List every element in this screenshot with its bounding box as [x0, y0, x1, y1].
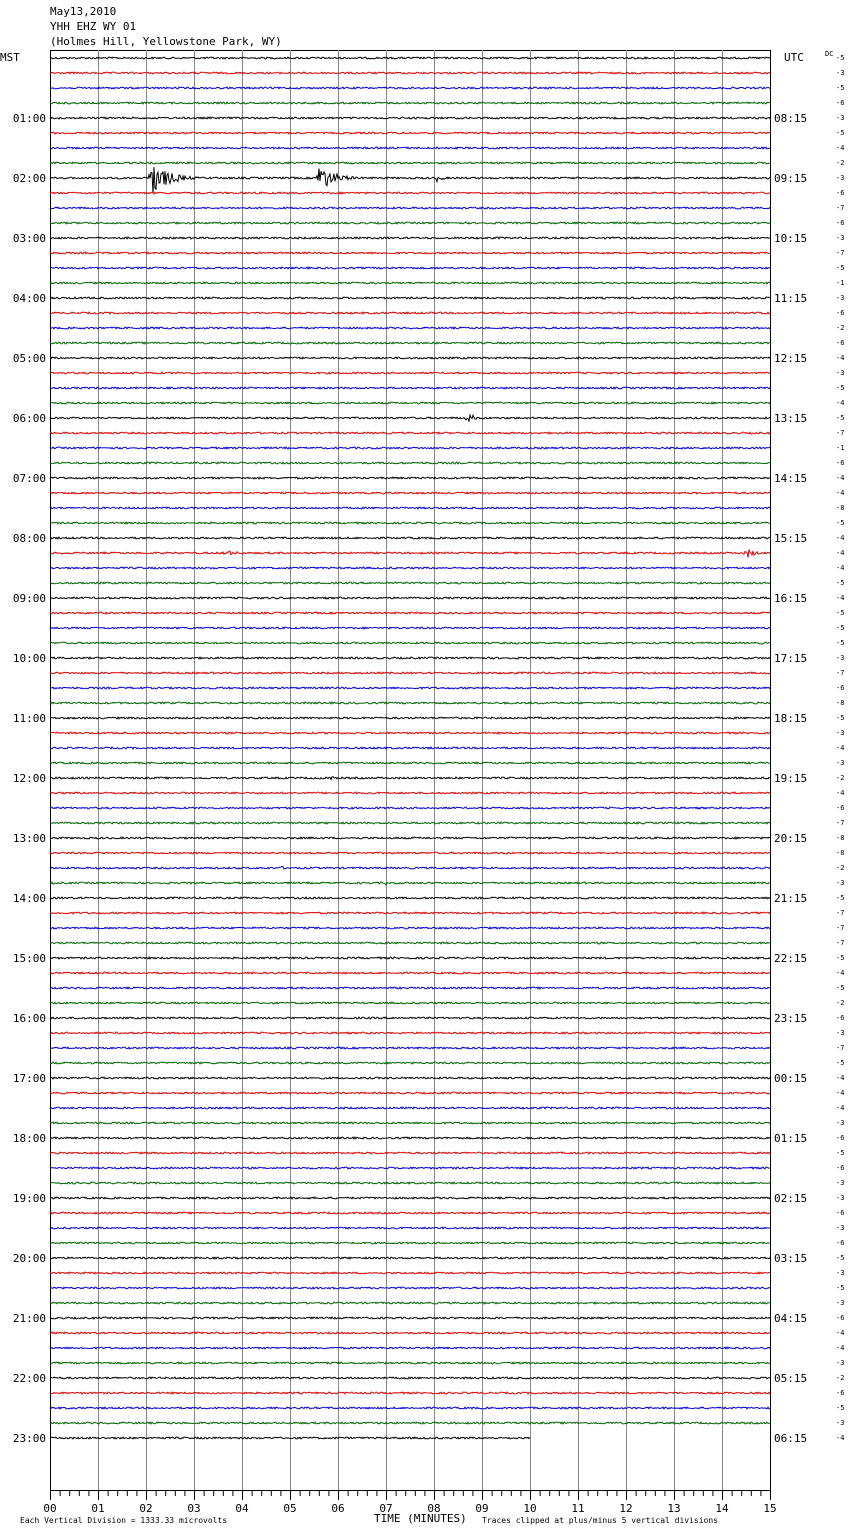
dc-offset-label: -4 — [836, 1344, 845, 1352]
utc-hour-label: 01:15 — [774, 1132, 808, 1145]
trace-49 — [50, 792, 770, 794]
x-tick-label: 12 — [619, 1502, 633, 1515]
x-tick-label: 09 — [475, 1502, 489, 1515]
utc-hour-label: 13:15 — [774, 412, 808, 425]
trace-73 — [50, 1152, 770, 1154]
trace-35 — [50, 582, 770, 584]
dc-offset-label: -4 — [836, 354, 845, 362]
dc-offset-label: -5 — [836, 579, 845, 587]
trace-43 — [50, 702, 770, 704]
trace-90 — [50, 1407, 770, 1409]
dc-offset-label: -4 — [836, 144, 845, 152]
x-tick-label: 01 — [91, 1502, 105, 1515]
utc-hour-label: 20:15 — [774, 832, 808, 845]
utc-hour-label: 22:15 — [774, 952, 808, 965]
dc-offset-label: -6 — [836, 99, 845, 107]
trace-41 — [50, 672, 770, 674]
trace-59 — [50, 942, 770, 944]
dc-offset-label: -5 — [836, 984, 845, 992]
dc-offset-label: -3 — [836, 294, 845, 302]
dc-offset-label: -6 — [836, 1014, 845, 1022]
dc-offset-label: -4 — [836, 549, 845, 557]
dc-offset-label: -1 — [836, 279, 845, 287]
dc-offset-label: -4 — [836, 534, 845, 542]
mst-hour-label: 15:00 — [12, 952, 46, 965]
dc-offset-label: -2 — [836, 324, 845, 332]
dc-offset-label: -4 — [836, 399, 845, 407]
mst-hour-label: 06:00 — [12, 412, 46, 425]
utc-hour-labels — [774, 112, 807, 1445]
trace-44 — [50, 717, 770, 719]
seismogram-traces — [50, 57, 770, 1439]
utc-hour-label: 06:15 — [774, 1432, 808, 1445]
x-tick-label: 07 — [379, 1502, 393, 1515]
utc-hour-label: 15:15 — [774, 532, 808, 545]
dc-offset-labels — [836, 54, 844, 1442]
trace-11 — [50, 222, 770, 224]
x-tick-label: 05 — [283, 1502, 297, 1515]
dc-offset-label: -4 — [836, 564, 845, 572]
trace-77 — [50, 1212, 770, 1214]
trace-76 — [50, 1197, 770, 1199]
trace-91 — [50, 1422, 770, 1424]
dc-offset-label: -6 — [836, 1164, 845, 1172]
dc-offset-label: -3 — [836, 1419, 845, 1427]
right-timezone-label: UTC — [784, 51, 804, 64]
trace-37 — [50, 612, 770, 614]
trace-89 — [50, 1392, 770, 1394]
trace-83 — [50, 1302, 770, 1304]
trace-67 — [50, 1062, 770, 1064]
trace-62 — [50, 987, 770, 989]
mst-hour-label: 01:00 — [12, 112, 46, 125]
mst-hour-label: 10:00 — [12, 652, 46, 665]
dc-offset-label: -6 — [836, 1239, 845, 1247]
dc-offset-label: -3 — [836, 759, 845, 767]
dc-offset-label: -4 — [836, 1434, 845, 1442]
mst-hour-label: 17:00 — [12, 1072, 46, 1085]
header-date: May13,2010 — [50, 5, 117, 18]
trace-63 — [50, 1002, 770, 1004]
trace-85 — [50, 1332, 770, 1334]
utc-hour-label: 16:15 — [774, 592, 808, 605]
dc-offset-label: -6 — [836, 309, 845, 317]
dc-offset-label: -5 — [836, 894, 845, 902]
trace-31 — [50, 522, 770, 524]
dc-offset-label: -6 — [836, 219, 845, 227]
dc-offset-label: -5 — [836, 84, 845, 92]
dc-offset-label: -5 — [836, 519, 845, 527]
x-tick-label: 04 — [235, 1502, 249, 1515]
utc-hour-label: 14:15 — [774, 472, 808, 485]
trace-79 — [50, 1242, 770, 1244]
dc-offset-label: -3 — [836, 69, 845, 77]
dc-offset-label: -3 — [836, 654, 845, 662]
trace-12 — [50, 237, 770, 239]
trace-29 — [50, 492, 770, 494]
trace-87 — [50, 1362, 770, 1364]
trace-58 — [50, 927, 770, 929]
dc-offset-label: -4 — [836, 1104, 845, 1112]
mst-hour-label: 16:00 — [12, 1012, 46, 1025]
trace-81 — [50, 1272, 770, 1274]
dc-offset-label: -4 — [836, 1074, 845, 1082]
trace-55 — [50, 882, 770, 885]
x-axis-title: TIME (MINUTES) — [374, 1512, 467, 1525]
dc-offset-label: -7 — [836, 429, 845, 437]
mst-hour-label: 05:00 — [12, 352, 46, 365]
trace-46 — [50, 747, 770, 749]
dc-offset-label: -8 — [836, 849, 845, 857]
trace-39 — [50, 642, 770, 644]
utc-hour-label: 11:15 — [774, 292, 808, 305]
utc-hour-label: 02:15 — [774, 1192, 808, 1205]
trace-57 — [50, 912, 770, 914]
trace-64 — [50, 1017, 770, 1019]
dc-offset-label: -3 — [836, 1179, 845, 1187]
x-tick-label: 02 — [139, 1502, 153, 1515]
dc-offset-label: -4 — [836, 1089, 845, 1097]
trace-33 — [50, 550, 770, 558]
mst-hour-label: 13:00 — [12, 832, 46, 845]
utc-hour-label: 09:15 — [774, 172, 808, 185]
utc-hour-label: 03:15 — [774, 1252, 808, 1265]
trace-32 — [50, 537, 770, 539]
dc-offset-label: -5 — [836, 54, 845, 62]
trace-16 — [50, 297, 770, 299]
trace-0 — [50, 57, 770, 59]
dc-offset-label: -3 — [836, 1269, 845, 1277]
dc-offset-label: -8 — [836, 504, 845, 512]
dc-offset-label: -7 — [836, 669, 845, 677]
dc-offset-label: -3 — [836, 1029, 845, 1037]
x-tick-label: 15 — [763, 1502, 777, 1515]
dc-offset-label: -6 — [836, 339, 845, 347]
dc-offset-label: -4 — [836, 594, 845, 602]
dc-offset-label: -5 — [836, 609, 845, 617]
trace-30 — [50, 507, 770, 509]
utc-hour-label: 10:15 — [774, 232, 808, 245]
trace-14 — [50, 267, 770, 269]
utc-hour-label: 17:15 — [774, 652, 808, 665]
trace-9 — [50, 192, 770, 194]
utc-hour-label: 19:15 — [774, 772, 808, 785]
dc-label: DC — [825, 50, 834, 58]
mst-hour-label: 08:00 — [12, 532, 46, 545]
dc-offset-label: -5 — [836, 1149, 845, 1157]
dc-offset-label: -6 — [836, 804, 845, 812]
dc-offset-label: -7 — [836, 939, 845, 947]
trace-20 — [50, 357, 770, 359]
dc-offset-label: -8 — [836, 834, 845, 842]
dc-offset-label: -3 — [836, 1194, 845, 1202]
trace-21 — [50, 372, 770, 374]
dc-offset-label: -5 — [836, 1404, 845, 1412]
dc-offset-label: -2 — [836, 1374, 845, 1382]
trace-2 — [50, 87, 770, 89]
trace-70 — [50, 1107, 770, 1109]
mst-hour-label: 03:00 — [12, 232, 46, 245]
trace-13 — [50, 252, 770, 254]
dc-offset-label: -5 — [836, 1284, 845, 1292]
mst-hour-label: 22:00 — [12, 1372, 46, 1385]
dc-offset-label: -7 — [836, 909, 845, 917]
trace-88 — [50, 1377, 770, 1379]
dc-offset-label: -7 — [836, 1044, 845, 1052]
dc-offset-label: -6 — [836, 1314, 845, 1322]
x-tick-label: 06 — [331, 1502, 345, 1515]
dc-offset-label: -5 — [836, 624, 845, 632]
dc-offset-label: -7 — [836, 249, 845, 257]
scale-note: Each Vertical Division = 1333.33 microvolts — [20, 1516, 228, 1525]
trace-34 — [50, 567, 770, 569]
dc-offset-label: -3 — [836, 1119, 845, 1127]
header-location: (Holmes Hill, Yellowstone Park, WY) — [50, 35, 282, 48]
x-tick-label: 00 — [43, 1502, 57, 1515]
dc-offset-label: -3 — [836, 369, 845, 377]
dc-offset-label: -6 — [836, 1389, 845, 1397]
trace-42 — [50, 687, 770, 689]
trace-1 — [50, 72, 770, 74]
trace-19 — [50, 342, 770, 344]
x-tick-label: 11 — [571, 1502, 585, 1515]
trace-8 — [50, 167, 770, 193]
trace-51 — [50, 822, 770, 824]
trace-61 — [50, 972, 770, 974]
dc-offset-label: -3 — [836, 729, 845, 737]
x-tick-label: 13 — [667, 1502, 681, 1515]
mst-hour-label: 11:00 — [12, 712, 46, 725]
utc-hour-label: 00:15 — [774, 1072, 808, 1085]
x-tick-label: 14 — [715, 1502, 729, 1515]
trace-36 — [50, 597, 770, 599]
trace-68 — [50, 1077, 770, 1079]
dc-offset-label: -2 — [836, 864, 845, 872]
trace-74 — [50, 1167, 770, 1169]
trace-47 — [50, 762, 770, 764]
utc-hour-label: 23:15 — [774, 1012, 808, 1025]
trace-10 — [50, 207, 770, 209]
dc-offset-label: -6 — [836, 684, 845, 692]
trace-84 — [50, 1317, 770, 1319]
trace-45 — [50, 732, 770, 734]
mst-hour-label: 14:00 — [12, 892, 46, 905]
mst-hour-label: 07:00 — [12, 472, 46, 485]
trace-4 — [50, 117, 770, 119]
mst-hour-label: 04:00 — [12, 292, 46, 305]
trace-54 — [50, 867, 770, 870]
mst-hour-label: 02:00 — [12, 172, 46, 185]
trace-52 — [50, 837, 770, 839]
dc-offset-label: -4 — [836, 789, 845, 797]
dc-offset-label: -3 — [836, 879, 845, 887]
trace-38 — [50, 627, 770, 629]
trace-6 — [50, 147, 770, 149]
dc-offset-label: -4 — [836, 489, 845, 497]
dc-offset-label: -4 — [836, 1329, 845, 1337]
dc-offset-label: -5 — [836, 384, 845, 392]
plot-frame — [51, 51, 771, 1491]
trace-7 — [50, 162, 770, 164]
mst-hour-label: 23:00 — [12, 1432, 46, 1445]
dc-offset-label: -1 — [836, 444, 845, 452]
mst-hour-label: 20:00 — [12, 1252, 46, 1265]
trace-27 — [50, 462, 770, 464]
x-tick-label: 08 — [427, 1502, 441, 1515]
dc-offset-label: -6 — [836, 1134, 845, 1142]
dc-offset-label: -6 — [836, 459, 845, 467]
dc-offset-label: -5 — [836, 1254, 845, 1262]
mst-hour-label: 18:00 — [12, 1132, 46, 1145]
dc-offset-label: -2 — [836, 774, 845, 782]
trace-86 — [50, 1347, 770, 1349]
utc-hour-label: 12:15 — [774, 352, 808, 365]
dc-offset-label: -6 — [836, 1209, 845, 1217]
dc-offset-label: -4 — [836, 474, 845, 482]
dc-offset-label: -7 — [836, 204, 845, 212]
dc-offset-label: -2 — [836, 159, 845, 167]
trace-60 — [50, 957, 770, 959]
left-timezone-label: MST — [0, 51, 20, 64]
dc-offset-label: -3 — [836, 1299, 845, 1307]
trace-23 — [50, 402, 770, 404]
dc-offset-label: -5 — [836, 1059, 845, 1067]
trace-78 — [50, 1227, 770, 1229]
mst-hour-label: 19:00 — [12, 1192, 46, 1205]
utc-hour-label: 21:15 — [774, 892, 808, 905]
dc-offset-label: -5 — [836, 129, 845, 137]
dc-offset-label: -3 — [836, 1359, 845, 1367]
mst-hour-labels — [13, 112, 46, 1445]
dc-offset-label: -6 — [836, 189, 845, 197]
trace-71 — [50, 1122, 770, 1124]
dc-offset-label: -5 — [836, 714, 845, 722]
trace-80 — [50, 1257, 770, 1259]
dc-offset-label: -4 — [836, 969, 845, 977]
utc-hour-label: 18:15 — [774, 712, 808, 725]
trace-22 — [50, 387, 770, 389]
trace-40 — [50, 657, 770, 659]
trace-3 — [50, 102, 770, 104]
trace-25 — [50, 432, 770, 434]
trace-5 — [50, 132, 770, 134]
trace-72 — [50, 1137, 770, 1139]
trace-50 — [50, 807, 770, 809]
dc-offset-label: -3 — [836, 234, 845, 242]
dc-offset-label: -7 — [836, 819, 845, 827]
x-tick-label: 10 — [523, 1502, 537, 1515]
dc-offset-label: -7 — [836, 924, 845, 932]
trace-28 — [50, 477, 770, 479]
trace-17 — [50, 312, 770, 314]
trace-15 — [50, 282, 770, 284]
clip-note: Traces clipped at plus/minus 5 vertical divisions — [482, 1516, 719, 1525]
trace-48 — [50, 777, 770, 780]
dc-offset-label: -5 — [836, 639, 845, 647]
dc-offset-label: -5 — [836, 414, 845, 422]
utc-hour-label: 05:15 — [774, 1372, 808, 1385]
trace-53 — [50, 852, 770, 854]
dc-offset-label: -2 — [836, 999, 845, 1007]
mst-hour-label: 09:00 — [12, 592, 46, 605]
dc-offset-label: -5 — [836, 954, 845, 962]
x-tick-label: 03 — [187, 1502, 201, 1515]
dc-offset-label: -3 — [836, 114, 845, 122]
dc-offset-label: -8 — [836, 699, 845, 707]
mst-hour-label: 12:00 — [12, 772, 46, 785]
trace-66 — [50, 1047, 770, 1049]
dc-offset-label: -3 — [836, 1224, 845, 1232]
utc-hour-label: 04:15 — [774, 1312, 808, 1325]
trace-18 — [50, 327, 770, 329]
trace-24 — [50, 415, 770, 422]
trace-69 — [50, 1092, 770, 1094]
mst-hour-label: 21:00 — [12, 1312, 46, 1325]
dc-offset-label: -4 — [836, 744, 845, 752]
dc-offset-label: -5 — [836, 264, 845, 272]
dc-offset-label: -3 — [836, 174, 845, 182]
trace-75 — [50, 1182, 770, 1184]
header-station: YHH EHZ WY 01 — [50, 20, 137, 33]
trace-82 — [50, 1287, 770, 1289]
trace-65 — [50, 1032, 770, 1034]
trace-26 — [50, 447, 770, 449]
trace-56 — [50, 897, 770, 899]
utc-hour-label: 08:15 — [774, 112, 808, 125]
